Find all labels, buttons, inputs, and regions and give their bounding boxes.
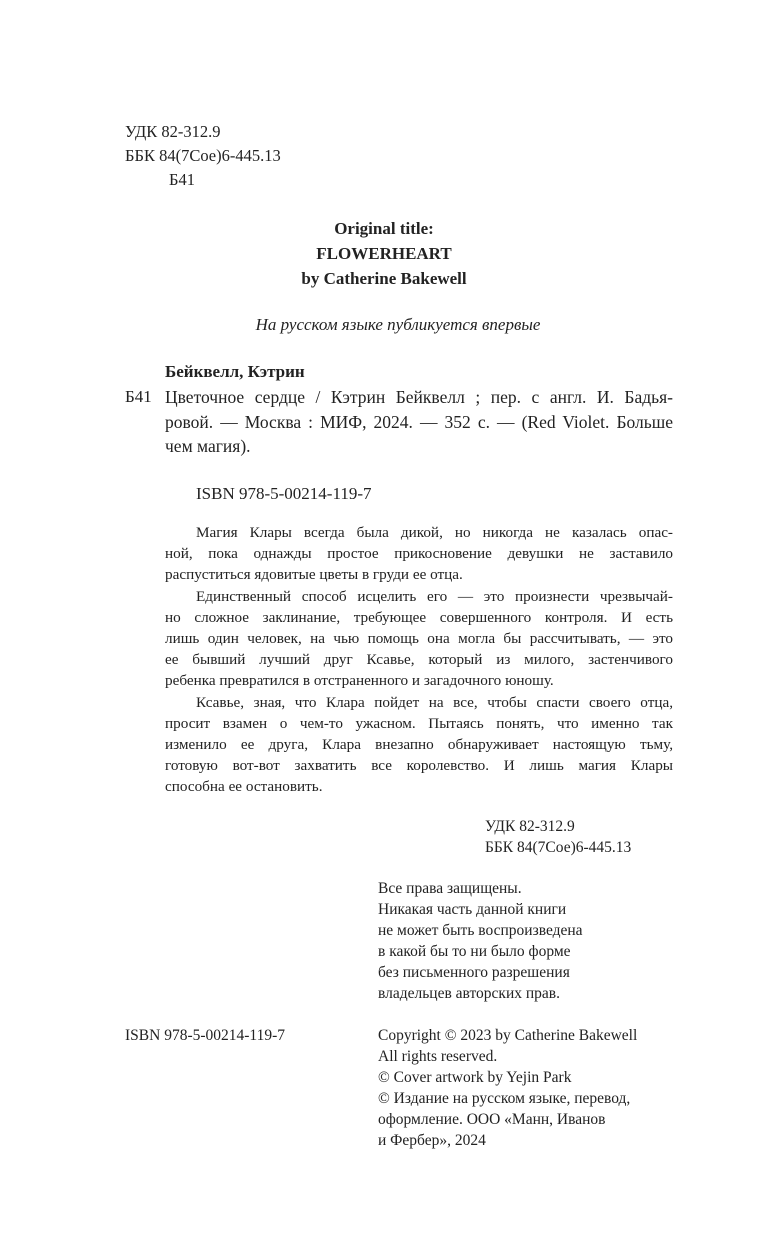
bibliographic-isbn: ISBN 978-5-00214-119-7 [196, 484, 372, 503]
bibliographic-line: чем магия). [165, 436, 251, 456]
bibliographic-line: ровой. — Москва : МИФ, 2024. — 352 с. — (Red Violet. Больше [165, 411, 673, 432]
bbk-code: ББК 84(7Сое)6-445.13 [485, 839, 632, 856]
author-mark: Б41 [169, 170, 195, 189]
original-title-block [0, 216, 768, 291]
original-title-name: FLOWERHEART [316, 244, 452, 263]
annotation-line: готовую вот-вот захватить все королевство. И лишь магия Клары [165, 757, 673, 775]
udk-code: УДК 82-312.9 [125, 122, 221, 141]
original-title-label: Original title: [334, 219, 434, 238]
copyright-block [378, 1025, 637, 1151]
isbn-bottom: ISBN 978-5-00214-119-7 [125, 1027, 286, 1044]
annotation-line: но сложное заклинание, требующее совершенного контроля. И есть [165, 608, 673, 626]
rights-notice [378, 878, 583, 1004]
top-classification-codes [125, 120, 281, 192]
annotation-line: Единственный способ исцелить его — это произнести чрезвычай- [196, 587, 673, 605]
udk-code: УДК 82-312.9 [485, 818, 575, 835]
annotation-line: ее бывший лучший друг Ксавье, который из милого, застенчивого [165, 651, 673, 669]
annotation-line: Магия Клары всегда была дикой, но никогда не казалась опас- [196, 524, 673, 541]
book-annotation [165, 522, 673, 798]
bibliographic-line: Цветочное сердце / Кэтрин Бейквелл ; пер. с англ. И. Бадья- [165, 387, 673, 407]
annotation-line: ной, пока однажды простое прикосновение девушки не заставило [165, 545, 673, 563]
bibliographic-author: Бейквелл, Кэтрин [165, 362, 305, 381]
bibliographic-description [165, 385, 673, 459]
annotation-line: Ксавье, зная, что Клара пойдет на все, чтобы спасти своего отца, [196, 693, 673, 711]
copyright-line: © Издание на русском языке, перевод, [378, 1090, 631, 1107]
rights-line: Никакая часть данной книги [378, 901, 567, 918]
right-classification-codes [485, 816, 631, 858]
annotation-line: просит взамен о чем-то ужасном. Пытаясь понять, что именно так [165, 714, 673, 732]
rights-line: Все права защищены. [378, 880, 522, 897]
bbk-code: ББК 84(7Сое)6-445.13 [125, 146, 281, 165]
rights-line: в какой бы то ни было форме [378, 943, 571, 960]
annotation-line: способна ее остановить. [165, 778, 323, 796]
rights-line: не может быть воспроизведена [378, 922, 583, 939]
annotation-line: изменило ее друга, Клара внезапно обнаруживает настоящую тьму, [165, 736, 673, 754]
copyright-line: All rights reserved. [378, 1048, 498, 1065]
rights-line: без письменного разрешения [378, 964, 570, 981]
copyright-line: © Cover artwork by Yejin Park [378, 1069, 572, 1086]
original-title-author: by Catherine Bakewell [301, 269, 467, 288]
annotation-line: лишь один человек, на чью помощь она могла бы рассчитывать, — это [165, 630, 673, 648]
copyright-line: и Фербер», 2024 [378, 1132, 486, 1149]
rights-line: владельцев авторских прав. [378, 985, 560, 1002]
copyright-line: оформление. ООО «Манн, Иванов [378, 1111, 606, 1128]
annotation-line: ребенка превратился в отстраненного и загадочного юношу. [165, 672, 554, 690]
bibliographic-mark: Б41 [125, 387, 152, 406]
annotation-line: распуститься ядовитые цветы в груди ее отца. [165, 566, 463, 584]
copyright-line: Copyright © 2023 by Catherine Bakewell [378, 1027, 638, 1044]
first-publication-note: На русском языке публикуется впервые [255, 315, 541, 334]
